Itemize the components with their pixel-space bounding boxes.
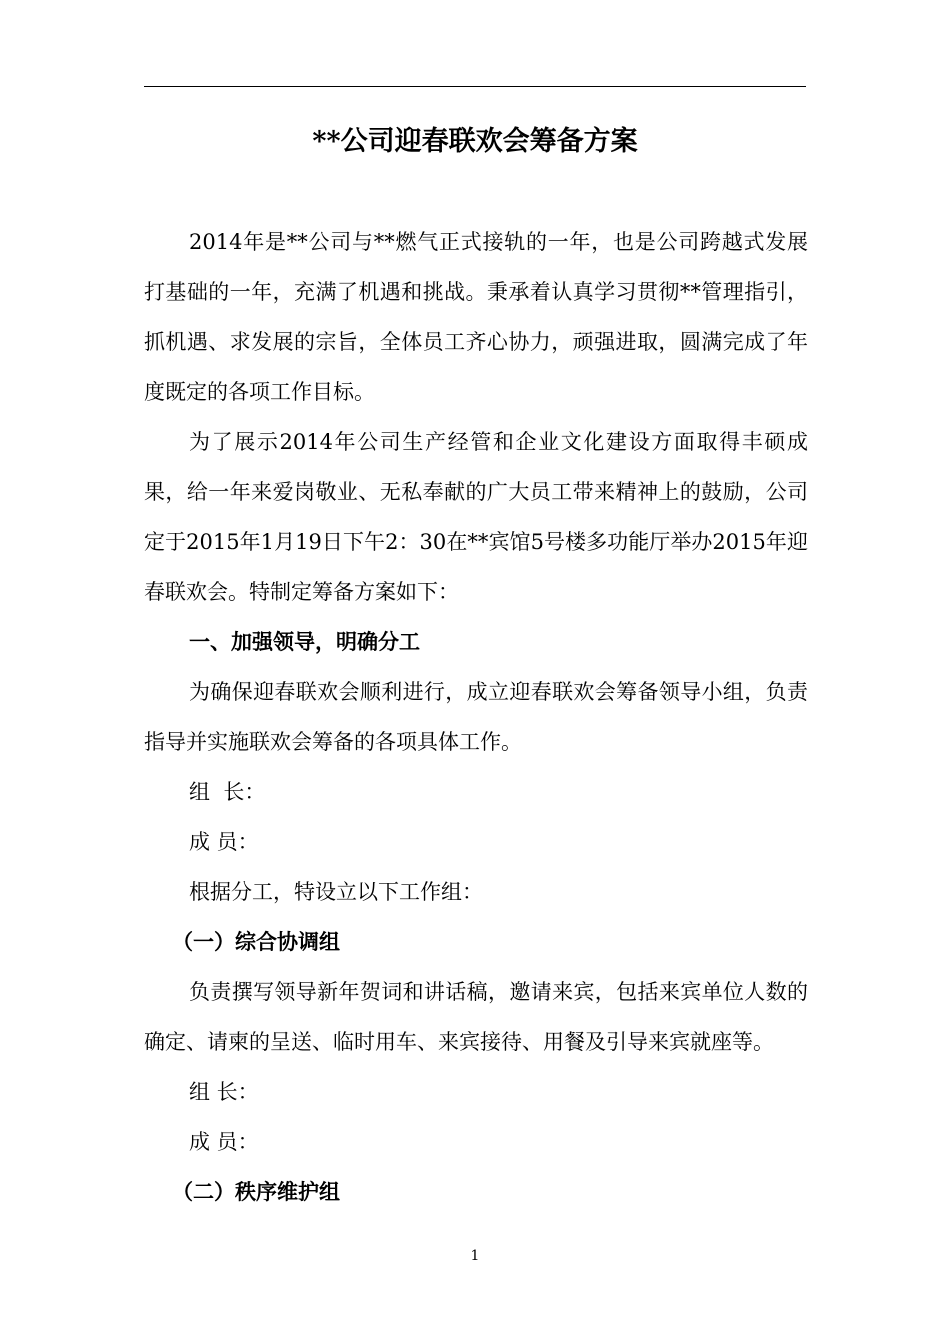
document-body [144,217,808,1217]
group2-heading: （二）秩序维护组 [172,1179,340,1204]
group1-members-label: 成 员： [189,1130,259,1154]
groups-intro: 根据分工，特设立以下工作组： [189,880,483,904]
members-label: 成 员： [189,830,259,854]
group1-duties: 负责撰写领导新年贺词和讲话稿，邀请来宾，包括来宾单位人数的确定、请柬的呈送、临时用车、来宾接待、用餐及引导来宾就座等。 [144,980,808,1054]
group1-heading: （一）综合协调组 [172,929,340,954]
header-rule [144,86,806,87]
document-title: **公司迎春联欢会筹备方案 [312,126,638,157]
section-heading-1: 一、加强领导，明确分工 [189,629,420,654]
intro-paragraph-2: 为了展示2014年公司生产经管和企业文化建设方面取得丰硕成果，给一年来爱岗敬业、无私奉献的广大员工带来精神上的鼓励，公司定于2015年1月19日下午2：30在**宾馆5号楼多功能厅举办2015年迎春联欢会。特制定筹备方案如下： [144,430,808,604]
section1-intro: 为确保迎春联欢会顺利进行，成立迎春联欢会筹备领导小组，负责指导并实施联欢会筹备的各项具体工作。 [144,680,808,754]
intro-paragraph-1: 2014年是**公司与**燃气正式接轨的一年，也是公司跨越式发展打基础的一年，充满了机遇和挑战。秉承着认真学习贯彻**管理指引，抓机遇、求发展的宗旨，全体员工齐心协力，顽强进取，圆满完成了年度既定的各项工作目标。 [144,230,808,404]
group1-leader-label: 组 长： [189,1080,259,1104]
leader-label: 组 长： [189,780,266,804]
page-number: 1 [470,1248,480,1264]
